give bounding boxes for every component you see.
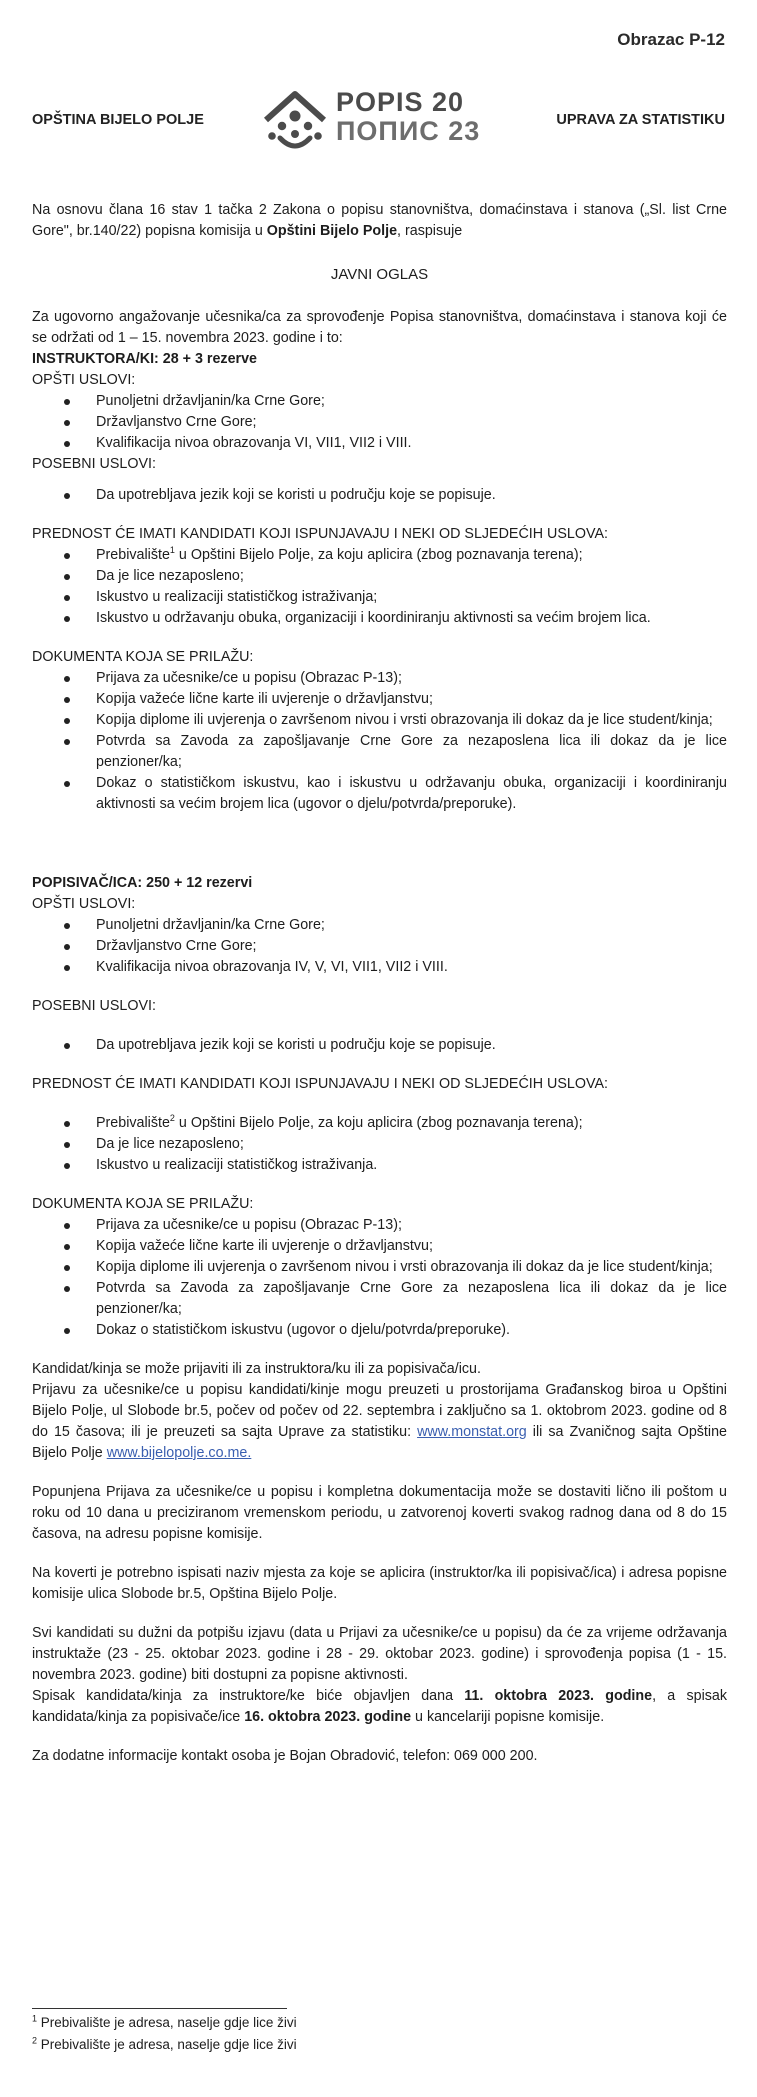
list-item: Dokaz o statističkom iskustvu (ugovor o djelu/potvrda/preporuke). xyxy=(32,1320,727,1341)
list-item: Državljanstvo Crne Gore; xyxy=(32,412,727,433)
enumerators-special-label: POSEBNI USLOVI: xyxy=(32,998,156,1014)
form-code: Obrazac P-12 xyxy=(617,30,725,49)
engagement-paragraph: Za ugovorno angažovanje učesnika/ca za sprovođenje Popisa stanovništva, domaćinstava i stanova koji će se održati od 1 – 15. novembra 2023. godine i to: xyxy=(32,309,727,346)
census-logo-text xyxy=(336,88,480,146)
municipality-name: OPŠTINA BIJELO POLJE xyxy=(32,112,204,128)
list-item: Prebivalište$^2$ u Opštini Bijelo Polje, za koju aplicira (zbog poznavanja terena); xyxy=(32,1113,727,1134)
intro-text: Na osnovu člana 16 stav 1 tačka 2 Zakona o popisu stanovništva, domaćinstava i stanova („Sl. list Crne Gore", br.140/22) popisna komisija u xyxy=(32,202,727,239)
list-item: Kvalifikacija nivoa obrazovanja IV, V, VI, VII1, VII2 i VIII. xyxy=(32,957,727,978)
footnote-2: $^2$ Prebivalište je adresa, naselje gdje lice živi xyxy=(32,2035,297,2052)
enumerators-docs-label: DOKUMENTA KOJA SE PRILAŽU: xyxy=(32,1196,254,1212)
enumerators-priority-list xyxy=(32,1113,727,1176)
list-item: Punoljetni državljanin/ka Crne Gore; xyxy=(32,915,727,936)
census-logo xyxy=(260,86,520,166)
list-item: Kopija diplome ili uvjerenja o završenom nivou i vrsti obrazovanja ili dokaz da je lice student/kinja; xyxy=(32,710,727,731)
list-item: Kopija važeće lične karte ili uvjerenje o državljanstvu; xyxy=(32,1236,727,1257)
list-item: Državljanstvo Crne Gore; xyxy=(32,936,727,957)
municipality-website-link[interactable]: www.bijelopolje.co.me. xyxy=(106,1445,252,1461)
instructors-priority-list xyxy=(32,545,727,629)
enumerators-heading: POPISIVAČ/ICA: 250 + 12 rezervi xyxy=(32,875,253,891)
closing-paragraph-4: Svi kandidati su dužni da potpišu izjavu (data u Prijavi za učesnike/ce u popisu) da će za vrijeme održavanja instruktaže (23 - 25. oktobar 2023. godine i 28 - 29. oktobar 2023. godine) i sprovođenja popisa (1 - 15. novembra 2023. godine) biti dostupni za popisne aktivnosti. xyxy=(32,1625,727,1683)
list-item: Da je lice nezaposleno; xyxy=(32,1134,727,1155)
intro-paragraph xyxy=(32,200,727,242)
closing-paragraph-3: Na koverti je potrebno ispisati naziv mjesta za koje se aplicira (instruktor/ka ili popisivač/ica) i adresa popisne komisije ulica Slobode br.5, Opština Bijelo Polje. xyxy=(32,1565,727,1602)
list-item: Potvrda sa Zavoda za zapošljavanje Crne Gore za nezaposlena lica ili dokaz da je lice penzioner/ka; xyxy=(32,731,727,773)
instructors-docs-list xyxy=(32,668,727,815)
logo-line-latin: POPIS 20 xyxy=(336,87,465,117)
instructors-priority-label: PREDNOST ĆE IMATI KANDIDATI KOJI ISPUNJAVAJU I NEKI OD SLJEDEĆIH USLOVA: xyxy=(32,526,608,542)
monstat-link[interactable]: www.monstat.org xyxy=(417,1424,527,1440)
document-body xyxy=(32,200,727,1767)
instructors-general-label: OPŠTI USLOVI: xyxy=(32,372,136,388)
footnote-ref: 1 xyxy=(169,545,175,556)
enumerators-list-date: 16. oktobra 2023. godine xyxy=(244,1709,412,1725)
list-item: Da je lice nezaposleno; xyxy=(32,566,727,587)
instructors-special-list xyxy=(32,485,727,506)
instructors-general-list xyxy=(32,391,727,454)
contact-paragraph: Za dodatne informacije kontakt osoba je Bojan Obradović, telefon: 069 000 200. xyxy=(32,1748,538,1764)
list-item: Dokaz o statističkom iskustvu, kao i iskustvu u održavanju obuka, organizaciji i koordiniranju aktivnosti sa većim brojem lica (ugovor o djelu/potvrda/preporuke). xyxy=(32,773,727,815)
intro-text-end: , raspisuje xyxy=(397,223,463,239)
intro-municipality: Opštini Bijelo Polje xyxy=(266,223,398,239)
instructors-heading: INSTRUKTORA/KI: 28 + 3 rezerve xyxy=(32,351,257,367)
notice-title: JAVNI OGLAS xyxy=(330,266,429,283)
enumerators-general-label: OPŠTI USLOVI: xyxy=(32,896,136,912)
enumerators-special-list xyxy=(32,1035,727,1056)
closing-paragraph-5: Spisak kandidata/kinja za instruktore/ke biće objavljen dana 11. oktobra 2023. godine, a spisak kandidata/kinja za popisivače/ice 16. oktobra 2023. godine u kancelariji popisne komisije. xyxy=(32,1688,727,1725)
instructors-special-label: POSEBNI USLOVI: xyxy=(32,456,156,472)
closing-paragraph-1-line-1: Kandidat/kinja se može prijaviti ili za instruktora/ku ili za popisivača/icu. xyxy=(32,1361,481,1377)
logo-line-cyrillic: ПОПИС 23 xyxy=(336,116,481,146)
list-item: Iskustvo u održavanju obuka, organizaciji i koordiniranju aktivnosti sa većim brojem lica. xyxy=(32,608,727,629)
list-item: Kvalifikacija nivoa obrazovanja VI, VII1, VII2 i VIII. xyxy=(32,433,727,454)
list-item: Potvrda sa Zavoda za zapošljavanje Crne Gore za nezaposlena lica ili dokaz da je lice penzioner/ka; xyxy=(32,1278,727,1320)
instructors-list-date: 11. oktobra 2023. godine xyxy=(464,1688,653,1704)
enumerators-general-list xyxy=(32,915,727,978)
list-item: Prijava za učesnike/ce u popisu (Obrazac P-13); xyxy=(32,668,727,689)
list-item: Da upotrebljava jezik koji se koristi u području koje se popisuje. xyxy=(32,485,727,506)
closing-paragraph-1: Prijavu za učesnike/ce u popisu kandidati/kinje mogu preuzeti u prostorijama Građanskog biroa u Opštini Bijelo Polje, ul Slobode br.5, počev od počev od 22. septembra i zaključno sa 1. oktobrom 2023. godine od 8 do 15 časova; ili je preuzeti sa sajta Uprave za statistiku: www.monstat.org ili sa Zvaničnog sajta Opštine Bijelo Polje www.bijelopolje.co.me. xyxy=(32,1382,727,1461)
footnotes xyxy=(32,2012,297,2056)
list-item: Iskustvo u realizaciji statističkog istraživanja; xyxy=(32,587,727,608)
instructors-docs-label: DOKUMENTA KOJA SE PRILAŽU: xyxy=(32,649,254,665)
list-item: Iskustvo u realizaciji statističkog istraživanja. xyxy=(32,1155,727,1176)
enumerators-priority-label: PREDNOST ĆE IMATI KANDIDATI KOJI ISPUNJAVAJU I NEKI OD SLJEDEĆIH USLOVA: xyxy=(32,1076,608,1092)
closing-paragraph-2: Popunjena Prijava za učesnike/ce u popisu i kompletna dokumentacija može se dostaviti lično ili poštom u roku od 10 dana u preciziranom vremenskom periodu, u zatvorenoj koverti svakog radnog dana od 8 do 15 časova, na adresu popisne komisije. xyxy=(32,1484,727,1542)
list-item: Prebivalište$^1$ u Opštini Bijelo Polje, za koju aplicira (zbog poznavanja terena); xyxy=(32,545,727,566)
census-house-icon xyxy=(260,86,330,158)
list-item: Prijava za učesnike/ce u popisu (Obrazac P-13); xyxy=(32,1215,727,1236)
list-item: Kopija diplome ili uvjerenja o završenom nivou i vrsti obrazovanja ili dokaz da je lice student/kinja; xyxy=(32,1257,727,1278)
statistics-office-name: UPRAVA ZA STATISTIKU xyxy=(556,112,725,128)
list-item: Kopija važeće lične karte ili uvjerenje o državljanstvu; xyxy=(32,689,727,710)
footnote-ref: 2 xyxy=(169,1113,175,1124)
list-item: Punoljetni državljanin/ka Crne Gore; xyxy=(32,391,727,412)
list-item: Da upotrebljava jezik koji se koristi u području koje se popisuje. xyxy=(32,1035,727,1056)
footnote-divider xyxy=(32,2008,287,2009)
footnote-1: $^1$ Prebivalište je adresa, naselje gdje lice živi xyxy=(32,2013,297,2030)
enumerators-docs-list xyxy=(32,1215,727,1341)
document-header xyxy=(32,82,725,168)
